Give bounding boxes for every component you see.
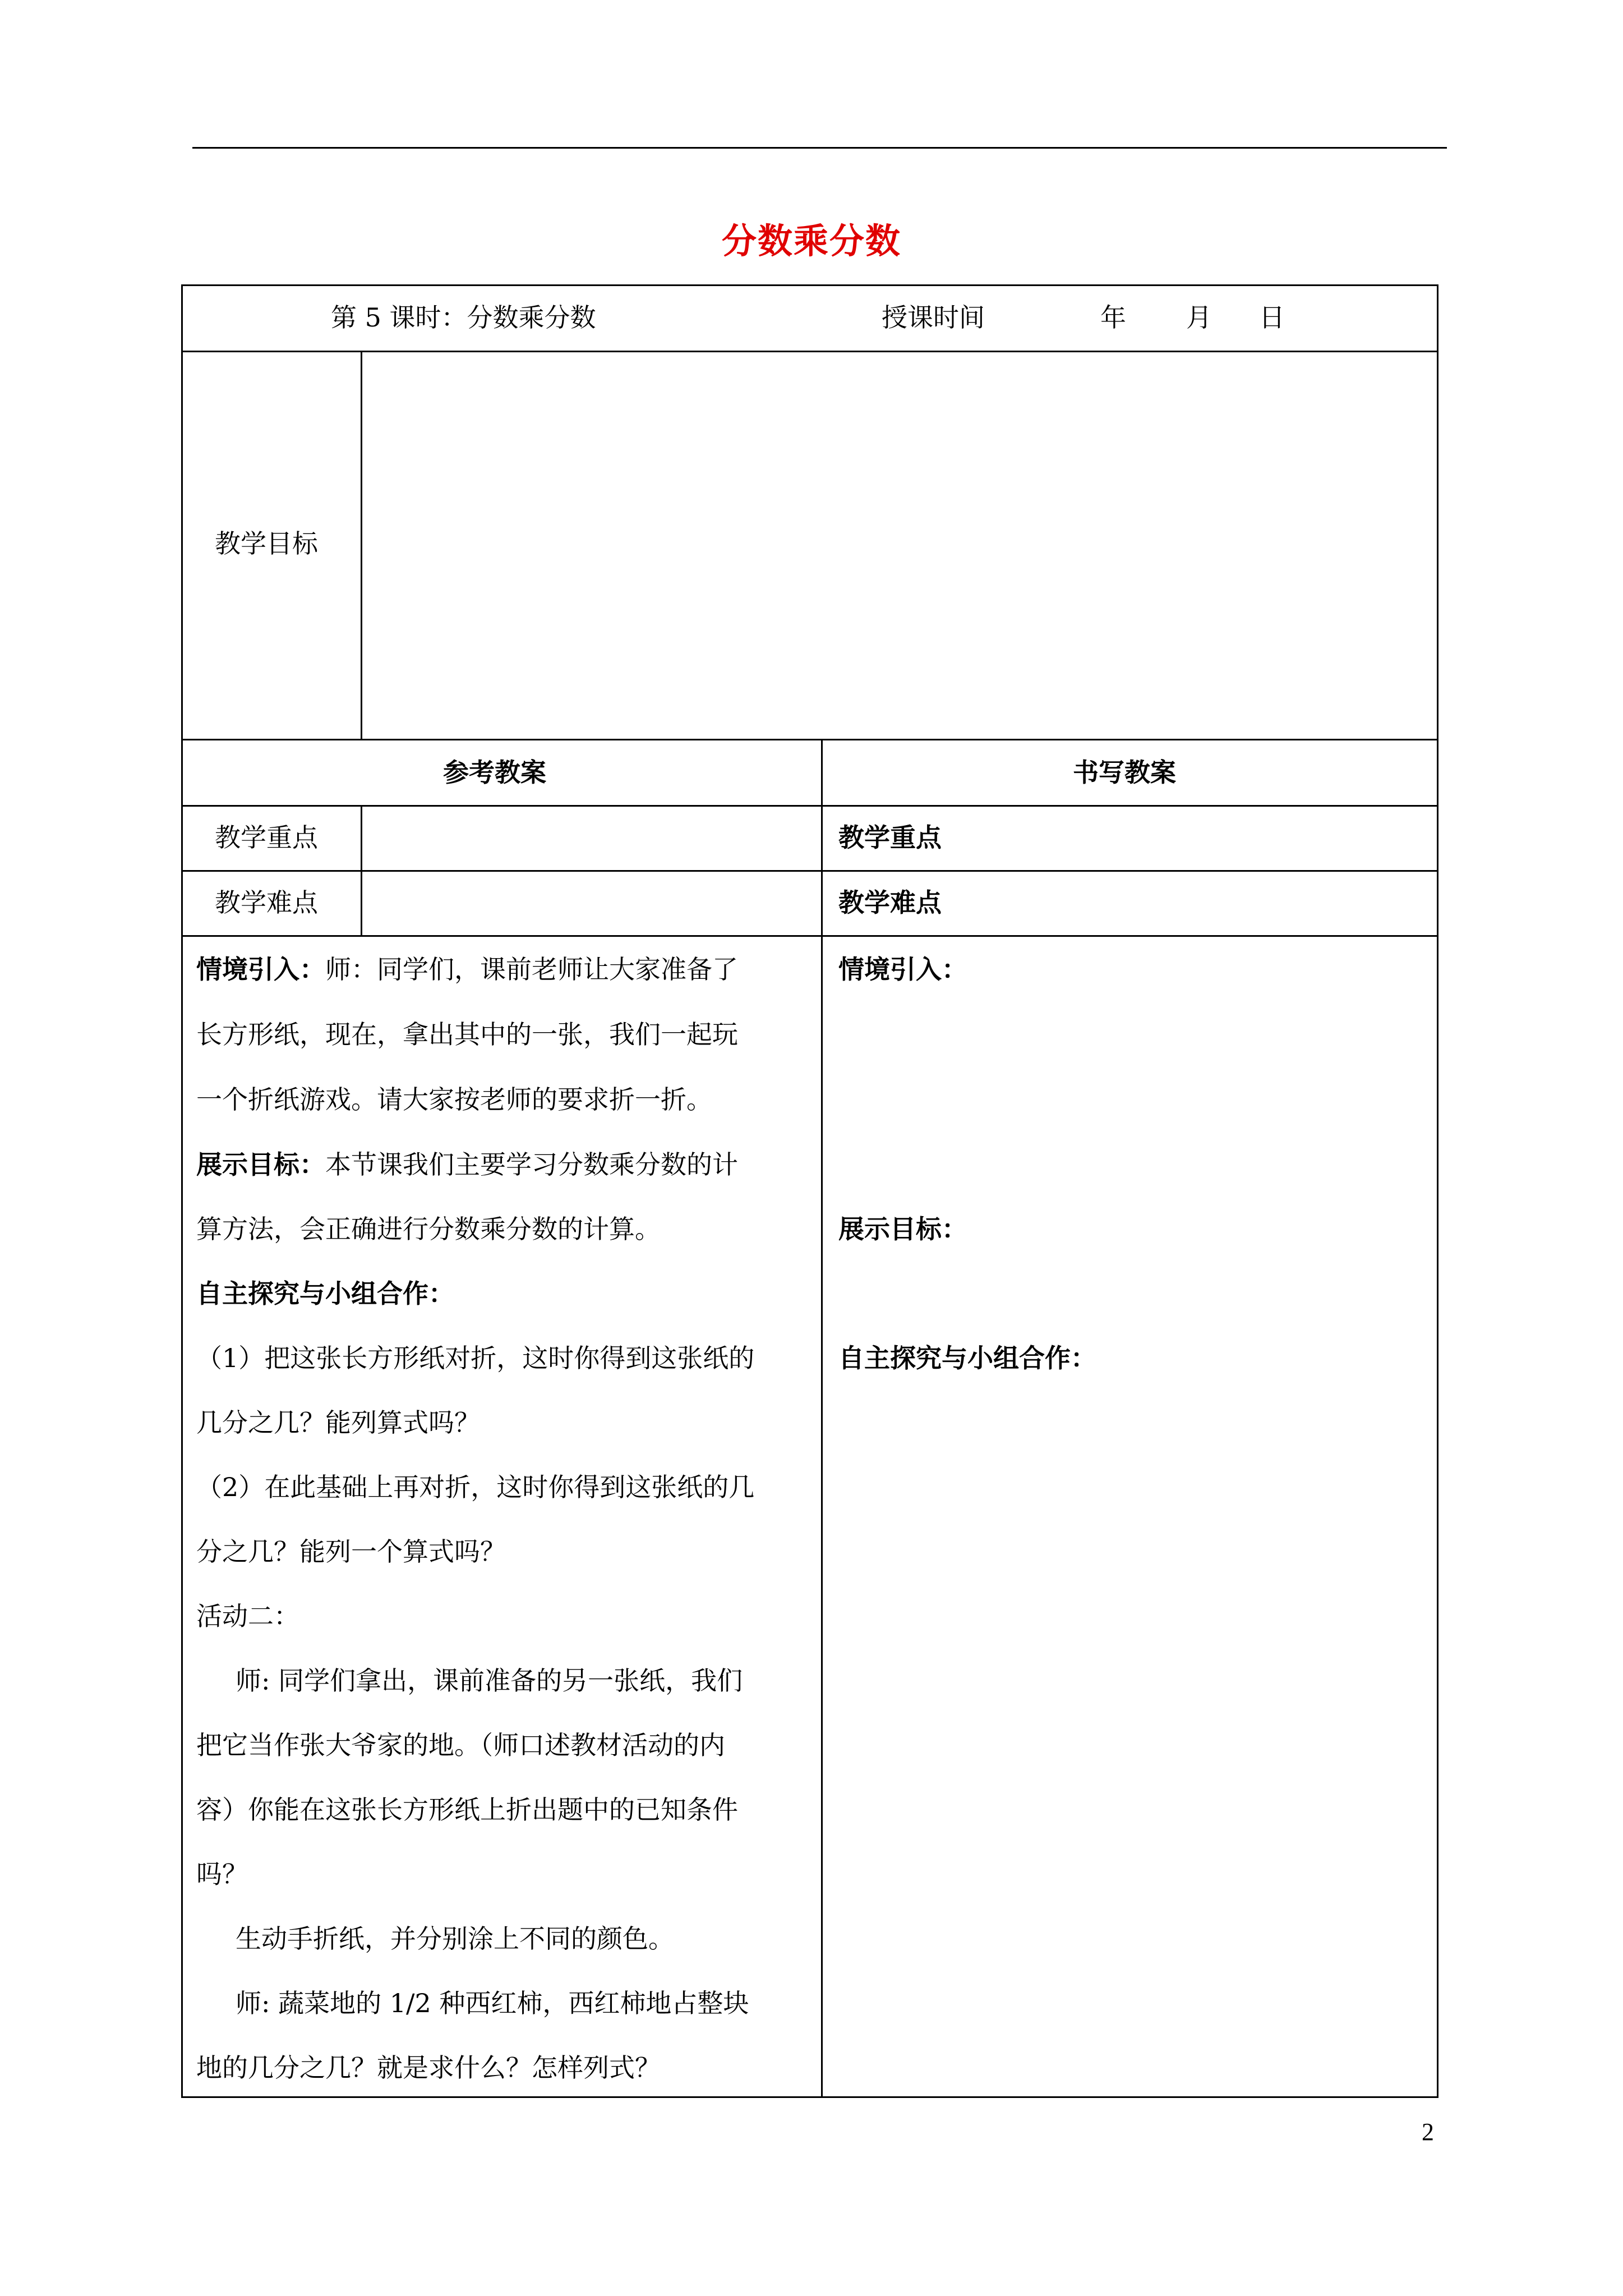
teacher-question-line: 师: 蔬菜地的 1/2 种西红柿，西红柿地占整块 <box>236 1988 749 2018</box>
question-two-line: （2）在此基础上再对折，这时你得到这张纸的几 <box>196 1472 755 1502</box>
table-rule <box>181 351 1438 352</box>
lesson-number: 第 5 课时：分数乘分数 <box>331 302 596 333</box>
intro-label: 情境引入： <box>196 954 325 984</box>
day-label: 日 <box>1259 302 1285 333</box>
writing-key-point-label: 教学重点 <box>838 822 942 853</box>
table-border-bottom <box>181 2096 1438 2098</box>
objectives-label: 教学目标 <box>215 528 318 559</box>
goal-line: 算方法，会正确进行分数乘分数的计算。 <box>196 1214 661 1244</box>
reference-plan-header: 参考教案 <box>443 757 546 788</box>
table-rule <box>181 935 1438 937</box>
question-one-line: 几分之几？能列算式吗？ <box>196 1407 480 1438</box>
table-rule <box>181 805 1438 807</box>
table-rule <box>181 870 1438 872</box>
teaching-time-label: 授课时间 <box>882 302 985 333</box>
intro-line: 一个折纸游戏。请大家按老师的要求折一折。 <box>196 1084 712 1115</box>
teacher-dialogue-line: 容）你能在这张长方形纸上折出题中的已知条件 <box>196 1795 738 1825</box>
intro-line: 情境引入：师：同学们，课前老师让大家准备了 <box>196 954 738 984</box>
table-rule <box>361 805 362 937</box>
table-border-right <box>1437 284 1438 2098</box>
table-rule <box>821 739 823 2098</box>
difficulty-label: 教学难点 <box>215 887 318 918</box>
activity-two-label: 活动二： <box>196 1601 299 1631</box>
table-border-top <box>181 284 1438 286</box>
writing-plan-header: 书写教案 <box>1073 757 1176 788</box>
header-rule <box>192 147 1447 149</box>
intro-line: 长方形纸，现在，拿出其中的一张，我们一起玩 <box>196 1019 738 1050</box>
writing-difficulty-label: 教学难点 <box>838 887 942 918</box>
month-label: 月 <box>1186 302 1212 333</box>
teacher-dialogue-line: 把它当作张大爷家的地。（师口述教材活动的内 <box>196 1730 725 1760</box>
goal-label: 展示目标： <box>196 1149 325 1180</box>
question-one-line: （1）把这张长方形纸对折，这时你得到这张纸的 <box>196 1343 755 1373</box>
goal-line: 展示目标：本节课我们主要学习分数乘分数的计 <box>196 1149 738 1180</box>
explore-label: 自主探究与小组合作： <box>196 1278 454 1309</box>
teacher-dialogue-line: 师: 同学们拿出，课前准备的另一张纸，我们 <box>236 1665 743 1696</box>
question-two-line: 分之几？能列一个算式吗？ <box>196 1536 506 1567</box>
document-title: 分数乘分数 <box>721 220 901 261</box>
table-rule <box>361 351 362 740</box>
table-border-left <box>181 284 183 2098</box>
teacher-question-line: 地的几分之几？就是求什么？怎样列式？ <box>196 2053 661 2083</box>
year-label: 年 <box>1100 302 1126 333</box>
writing-explore-label: 自主探究与小组合作： <box>838 1343 1096 1373</box>
teacher-dialogue-line: 吗？ <box>196 1859 248 1889</box>
table-rule <box>181 739 1438 740</box>
key-point-label: 教学重点 <box>215 822 318 853</box>
page-number: 2 <box>1422 2118 1434 2146</box>
student-activity-line: 生动手折纸，并分别涂上不同的颜色。 <box>236 1924 674 1954</box>
writing-goal-label: 展示目标： <box>838 1214 967 1244</box>
writing-intro-label: 情境引入： <box>838 954 967 984</box>
